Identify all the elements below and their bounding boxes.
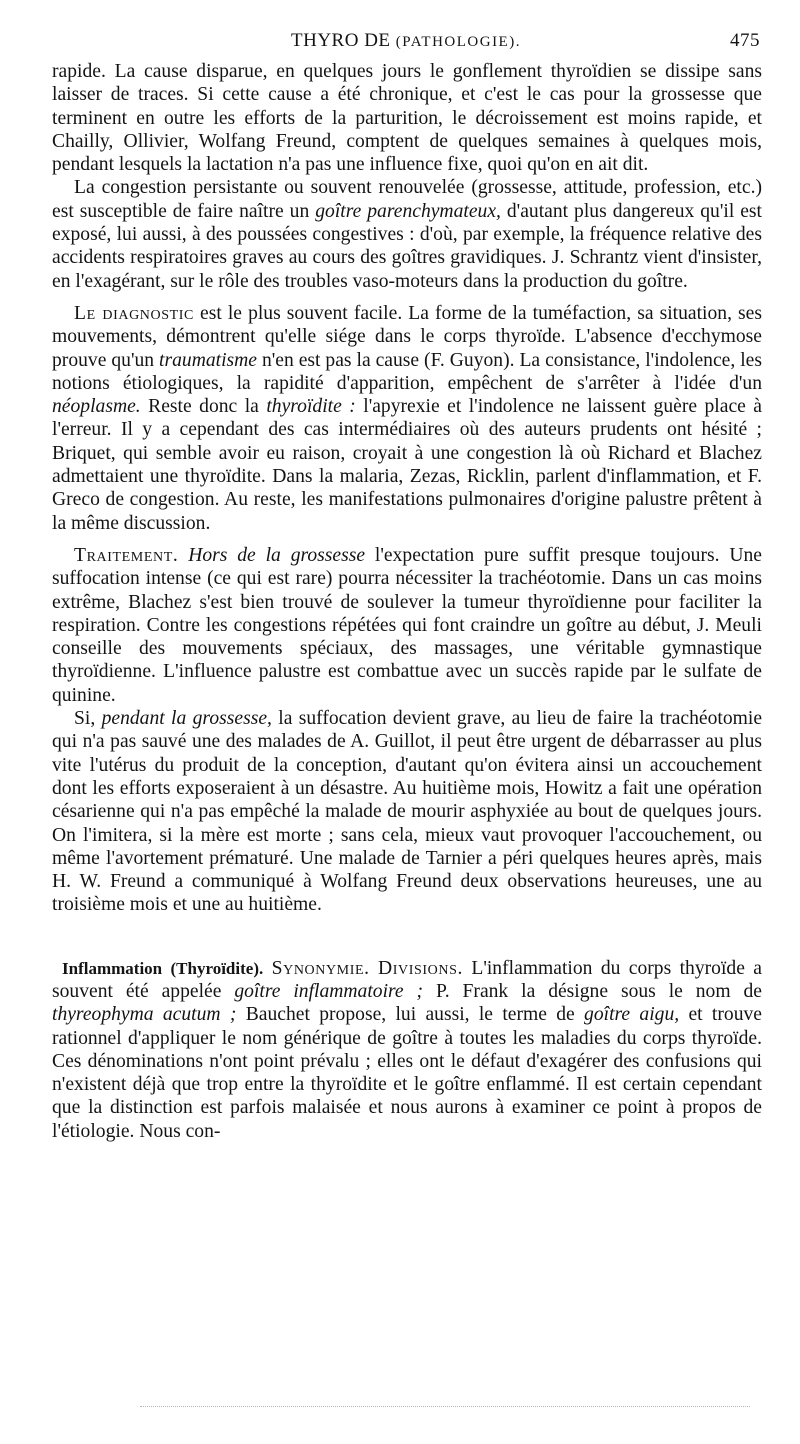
text-run: La congestion persistante ou souvent renouvelée (grossesse, attitude, profession, etc.) est susceptible de faire naître un <box>52 177 762 222</box>
page-number: 475 <box>730 30 760 51</box>
subheading-divisions: Divisions. <box>378 957 463 979</box>
subheading-synonymie: Synonymie. <box>271 957 370 979</box>
italic-term: pendant la grossesse, <box>101 708 272 730</box>
text-run: l'expectation pure suffit presque toujours. Une suffocation intense (ce qui est rare) pourra nécessiter la trachéotomie. Dans un cas moins extrême, Blachez s'est bien trouvé de soulever la tumeur thyroïdienne pour faciliter la respiration. Contre les congestions répétées qui font craindre un goître au début, J. Meuli conseille des mouvements spéciaux, des massages, une véritable gymnastique thyroïdienne. L'influence palustre est combattue avec un succès rapide par le sulfate de quinine. <box>52 544 762 706</box>
paragraph-congestion <box>52 176 762 292</box>
paragraph-inflammation <box>52 957 762 1143</box>
italic-term: goître parenchymateux, <box>315 200 501 222</box>
page-header <box>52 30 760 58</box>
paragraph-diagnostic <box>52 302 762 535</box>
text-run: l'apyrexie et l'indolence ne laissent guère place à l'erreur. Il y a cependant des cas intermédiaires où des auteurs prudents ont hésité ; Briquet, qui semble avoir eu raison, croyait à une congestion là où Richard et Blachez admettaient une thyroïdite. Dans la malaria, Zezas, Ricklin, parlent d'inflammation, et F. Greco de congestion. Au reste, les manifestations pulmonaires d'origine palustre prêtent à la même discussion. <box>52 396 762 534</box>
running-title-main: THYRO DE <box>291 30 391 51</box>
text-run: d'autant plus dangereux qu'il est exposé, lui aussi, à des poussées congestives : d'où, par exemple, la fréquence relative des accidents respiratoires graves au cours des goîtres gravidiques. J. Schrantz vient d'insister, en l'exagérant, sur le rôle des troubles vaso-moteurs dans la production du goître. <box>52 200 762 292</box>
italic-term: Hors de la grossesse <box>188 544 366 566</box>
paragraph-traitement <box>52 544 762 707</box>
section-heading-inflammation: Inflammation <box>62 958 163 978</box>
text-run: Si, <box>74 708 102 730</box>
text-run: n'en est pas la cause (F. Guyon). La consistance, l'indolence, les notions étiologiques, la rapidité d'apparition, empêchent de s'arrêter à l'idée d'un <box>52 349 762 394</box>
text-run: et trouve rationnel d'appliquer le nom générique de goître à toutes les maladies du corps thyroïde. Ces dénominations n'ont point prévalu ; elles ont le défaut d'exagérer des confusions qui n'existent déjà que trop entre la thyroïdite et le goître enflammé. Il est certain cependant que la distinction est parfois malaisée et nous aurons à examiner ce point à propos de l'étiologie. Nous con- <box>52 1004 762 1142</box>
section-lead-traitement: Traitement. <box>74 544 179 566</box>
bleed-through-rule <box>140 1406 750 1407</box>
running-title <box>52 30 760 52</box>
running-title-sub: (PATHOLOGIE). <box>395 34 521 50</box>
italic-term: traumatisme <box>159 349 257 371</box>
italic-term: goître aigu, <box>584 1004 680 1026</box>
italic-term: néoplasme. <box>52 396 141 418</box>
italic-term: thyreophyma acutum ; <box>52 1004 237 1026</box>
text-run: Bauchet propose, lui aussi, le terme de <box>236 1004 585 1026</box>
italic-term: goître inflammatoire ; <box>234 980 424 1002</box>
text-run: est le plus souvent facile. La forme de la tuméfaction, sa situation, ses mouvements, démontrent qu'elle siége dans le corps thyroïde. L'absence d'ecchymose prouve qu'un <box>52 302 762 371</box>
text-run: P. Frank la désigne sous le nom de <box>423 980 762 1002</box>
paragraph-grossesse <box>52 707 762 917</box>
italic-term: thyroïdite : <box>266 396 356 418</box>
paragraph-continuation: rapide. La cause disparue, en quelques jours le gonflement thyroïdien se dissipe sans laisser de traces. Si cette cause a été chronique, et c'est le cas pour la grossesse que terminent en outre les efforts de la parturition, le décroissement est moins rapide, et Chailly, Ollivier, Wolfang Freund, comptent de quelques semaines à quelques mois, pendant lesquels la lactation n'a pas une influence fixe, quoi qu'on en ait dit. <box>52 61 762 176</box>
text-run: la suffocation devient grave, au lieu de faire la trachéotomie qui n'a pas sauvé une des malades de A. Guillot, il peut être urgent de débarrasser au plus vite l'utérus du produit de la conception, d'autant qu'on évitera ainsi un accouchement dont les efforts exposeraient à un désastre. Au huitième mois, Howitz a fait une opération césarienne qui n'a pas empêché la malade de mourir asphyxiée au bout de quelques jours. On l'imitera, si la mère est morte ; sans cela, mieux vaut provoquer l'accouchement, ou même l'avortement prématuré. Une malade de Tarnier a péri quelques heures après, mais H. W. Freund a communiqué à Wolfang Freund deux observations heureuses, une au troisième mois et une au huitième. <box>52 708 763 916</box>
body-text <box>52 60 762 1143</box>
section-lead-diagnostic: Le diagnostic <box>74 302 194 324</box>
text-run: L'inflammation du corps thyroïde a souvent été appelée <box>52 957 762 1002</box>
text-run: Reste donc la <box>140 396 267 418</box>
section-heading-thyroidite: (Thyroïdite). <box>170 958 264 978</box>
